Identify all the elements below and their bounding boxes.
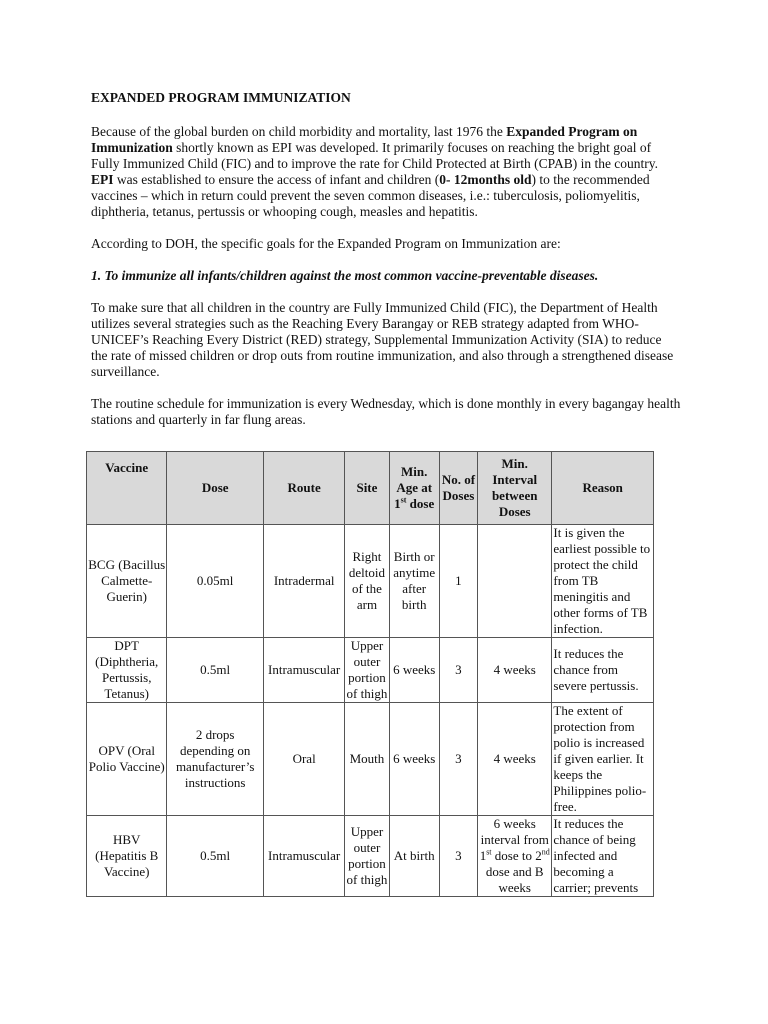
cell-interval-text-2: dose to 2 [491,848,542,863]
table-row [87,638,654,703]
cell-reason: It is given the earliest possible to protect the child from TB meningitis and other forms of TB infection. [552,525,654,638]
cell-interval: 4 weeks [478,638,552,703]
header-vaccine: Vaccine [87,452,167,525]
intro-text-2: shortly known as EPI was developed. It primarily focuses on reaching the bright goal of Fully Immunized Child (FIC) and to improve the rate for Child Protected at Birth (CPAB) in the country. [91,140,659,171]
cell-site: Upper outer portion of thigh [345,816,389,897]
cell-route: Intramuscular [263,816,344,897]
cell-vaccine: HBV (Hepatitis B Vaccine) [87,816,167,897]
cell-vaccine: OPV (Oral Polio Vaccine) [87,703,167,816]
header-min-interval: Min. Interval between Doses [478,452,552,525]
cell-dose: 0.5ml [167,638,264,703]
cell-site: Mouth [345,703,389,816]
header-reason: Reason [552,452,654,525]
cell-reason: The extent of protection from polio is increased if given earlier. It keeps the Philippines polio-free. [552,703,654,816]
cell-min-age: 6 weeks [389,638,439,703]
cell-dose: 0.5ml [167,816,264,897]
cell-interval [478,525,552,638]
cell-route: Intramuscular [263,638,344,703]
cell-site: Upper outer portion of thigh [346,638,388,701]
header-min-age-sup: st [400,495,407,505]
strategies-paragraph: To make sure that all children in the country are Fully Immunized Child (FIC), the Department of Health utilizes several strategies such as the Reaching Every Barangay or REB strategy adapted from WHO-UNICEF’s Reaching Every District (RED) strategy, Supplemental Immunization Activity (SIA) to reduce the rate of missed children or drop outs from routine immunization, and also through a strengthened disease surveillance. [91,300,674,379]
header-min-age-text: Min. Age at 1 [394,464,433,511]
goals-intro-paragraph: According to DOH, the specific goals for the Expanded Program on Immunization are: [91,236,561,251]
cell-doses: 1 [439,525,477,638]
header-min-age [389,452,439,525]
cell-doses: 3 [439,816,477,897]
table-header-row [87,452,654,525]
cell-doses: 3 [439,703,477,816]
cell-interval [478,816,552,897]
cell-interval-sup-2: nd [541,847,550,857]
table-row [87,525,654,638]
cell-doses: 3 [439,638,477,703]
header-site: Site [345,452,389,525]
cell-dose: 0.05ml [167,525,264,638]
intro-text-3: was established to ensure the access of infant and children ( [113,172,440,187]
cell-reason: It reduces the chance from severe pertussis. [552,638,654,703]
intro-text-1: Because of the global burden on child morbidity and mortality, last 1976 the [91,124,507,139]
header-dose: Dose [167,452,264,525]
cell-min-age: At birth [389,816,439,897]
header-min-age-dose: dose [406,496,435,511]
intro-paragraph [91,124,681,220]
intro-text-4: ) to the recommended vaccines – which in return could prevent the seven common diseases, i.e.: tuberculosis, poliomyelitis, diphtheria, tetanus, pertussis or whooping cough, measles and hepatitis. [91,172,650,219]
cell-interval: 4 weeks [478,703,552,816]
cell-reason: It reduces the chance of being infected and becoming a carrier; prevents [552,816,654,897]
cell-vaccine: BCG (Bacillus Calmette-Guerin) [87,525,167,638]
document-body [91,90,681,444]
cell-vaccine: DPT (Diphtheria, Pertussis, Tetanus) [87,638,167,703]
document-title: EXPANDED PROGRAM IMMUNIZATION [91,90,351,105]
cell-min-age: Birth or anytime after birth [389,525,439,638]
goal-1-heading: 1. To immunize all infants/children against the most common vaccine-preventable diseases. [91,268,599,283]
cell-interval-text-1: 6 weeks interval from 1 [479,816,549,863]
table-row [87,703,654,816]
cell-interval-sup-1: st [486,847,492,857]
schedule-paragraph: The routine schedule for immunization is every Wednesday, which is done monthly in every bagangay health stations and quarterly in far flung areas. [91,396,681,427]
table-row [87,816,654,897]
cell-route: Oral [263,703,344,816]
cell-min-age: 6 weeks [389,703,439,816]
header-route: Route [263,452,344,525]
cell-interval-text-3: dose and B weeks [485,864,544,895]
intro-bold-1: Expanded Program on Immunization [91,124,638,155]
cell-route: Intradermal [263,525,344,638]
header-no-of-doses: No. of Doses [439,452,477,525]
intro-bold-2: EPI [91,172,114,187]
cell-site: Right deltoid of the arm [345,525,389,638]
intro-bold-3: 0- 12months old [439,172,532,187]
cell-dose: 2 drops depending on manufacturer’s instructions [167,703,264,816]
immunization-table [86,451,654,897]
